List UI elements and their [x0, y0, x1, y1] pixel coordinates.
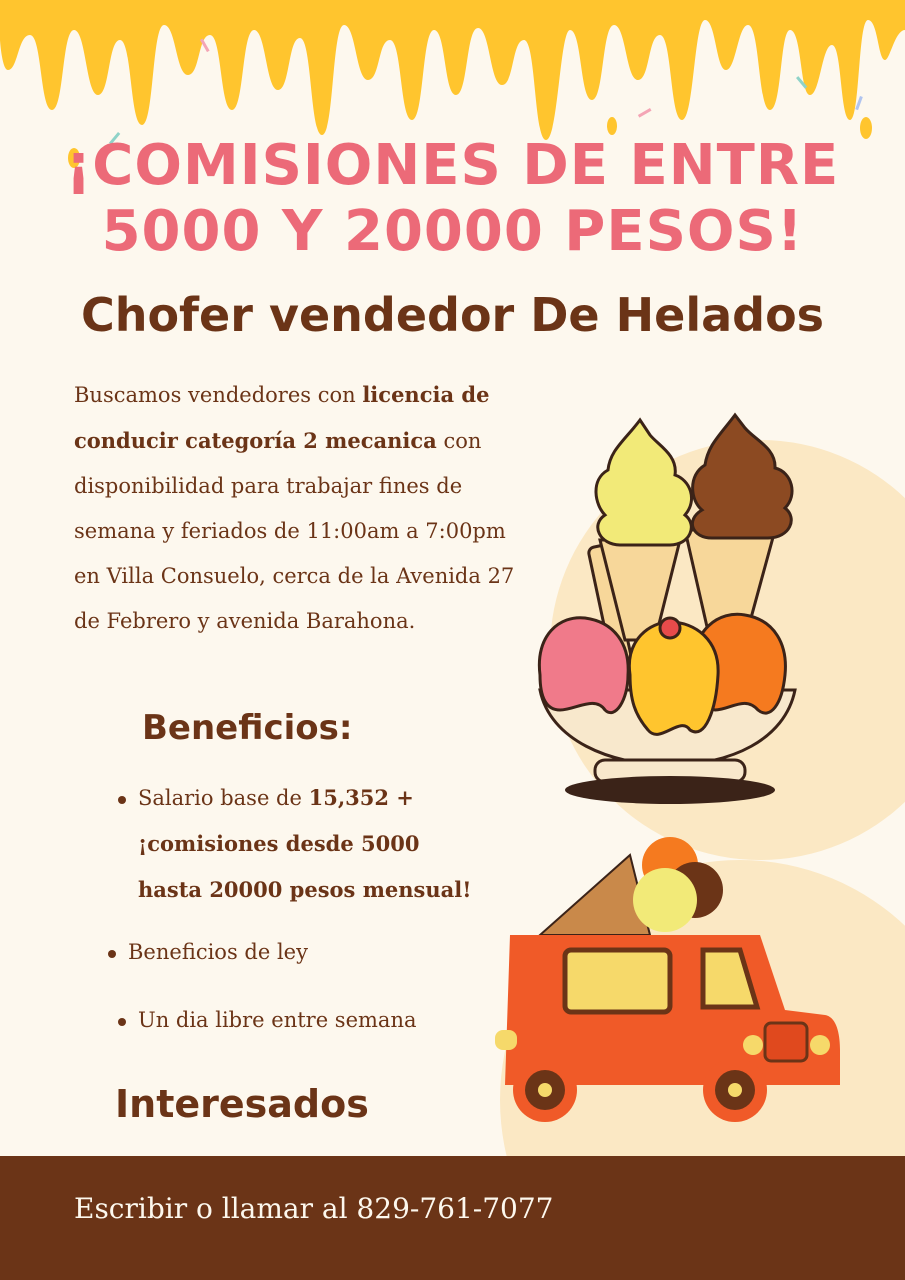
benefit-commission-line-1: ¡comisiones desde 5000 [138, 831, 420, 856]
benefit-law-text: Beneficios de ley [128, 940, 308, 964]
benefit-commission-line-2: hasta 20000 pesos mensual! [138, 877, 472, 902]
benefit-item-law [108, 930, 308, 975]
interested-heading: Interesados [115, 1082, 369, 1126]
intro-paragraph [74, 372, 524, 644]
benefit-item-salary [118, 775, 471, 913]
intro-license: licencia de conducir categoría 2 mecanica [74, 382, 490, 453]
intro-text-2: con disponibilidad para trabajar fines de semana y feriados de 11:00am a 7:00pm en Villa Consuelo, cerca de la Avenida 27 de Febrero y avenida Barahona. [74, 429, 515, 633]
benefits-heading: Beneficios: [142, 708, 353, 748]
benefit-item-day-off [118, 998, 417, 1043]
headline-line-2: 5000 Y 20000 PESOS! [101, 199, 804, 264]
ice-cream-sundae-icon [530, 410, 810, 810]
bullet-icon [108, 950, 116, 958]
benefit-salary-prefix: Salario base de [138, 786, 309, 810]
benefit-salary-amount: 15,352 + [308, 785, 414, 810]
ice-cream-truck-icon [485, 835, 845, 1125]
bullet-icon [118, 796, 126, 804]
job-title: Chofer vendedor De Helados [80, 288, 825, 342]
bullet-icon [118, 1018, 126, 1026]
contact-text: Escribir o llamar al 829-761-7077 [74, 1192, 554, 1225]
benefit-day-off-text: Un dia libre entre semana [138, 1008, 417, 1032]
headline-line-1: ¡COMISIONES DE ENTRE [65, 133, 840, 198]
intro-text-1: Buscamos vendedores con [74, 383, 363, 407]
